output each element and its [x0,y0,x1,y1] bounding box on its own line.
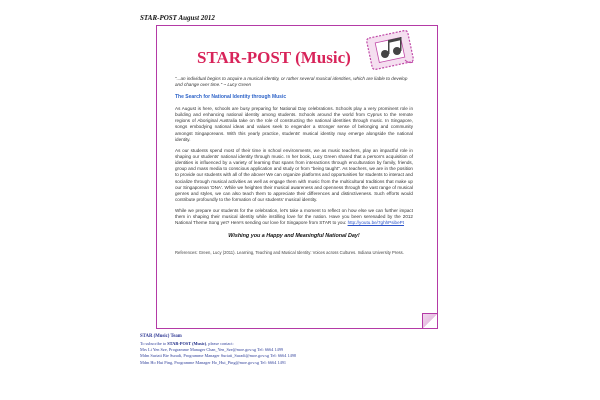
footer [140,334,460,366]
email-link[interactable]: Chan_Yen_Sze@moe.gov.sg [206,347,257,353]
section-heading: The Search for National Identity through Music [175,94,287,101]
email-link[interactable]: Ho_Hui_Ping@moe.gov.sg [211,359,260,365]
email-link[interactable]: Suriati_Suradi@moe.gov.sg [220,353,270,359]
contact-row: Mrs Li Yen Sze, Programme Manager Chan_Yen_Sze@moe.gov.sg Tel: 6664 1499 [140,347,284,353]
paragraph-2: As our students spend most of their time in school environments, we as music teachers, play an impactful role in shaping our students' national identity through music. In her book, Lucy Green shared that a person's acquisition of identities is influenced by a variety of learning that spans from interactions through enculturation by family, friends, group and mass media to conscious application and study or from "being taught". As teachers, we are in the position to provide our students with all of the above! We can organize platforms and opportunities for students to interact and socialize through musical activities as well as engage them with music from the multicultural traditions that make up our Singaporean 'DNA'. While we heighten their musical awareness and openness through the vast range of musical genres and styles, we can also teach them to appreciate their differences and distinctiveness. Such efforts would contribute profoundly to the formation of our students' musical identity. [175,147,413,202]
national-day-wish: Wishing you a Happy and Meaningful National Day! [228,232,360,239]
paragraph-3 [175,208,413,226]
music-stamp-icon [361,30,419,72]
contact-row: Mdm Ho Hui Ping, Programme Manager Ho_Hui_Ping@moe.gov.sg Tel: 6664 1491 [140,359,287,365]
references: References: Green, Lucy (2011). Learning, Teaching and Musical Identity: Voices across Cultures. Indiana University Press. [175,249,404,255]
issue-label: STAR-POST August 2012 [140,14,215,22]
newsletter-sheet [156,25,438,329]
youtube-link[interactable]: http://youtu.be/7ghhPsibePt [347,220,405,226]
newsletter-content [175,76,413,255]
opening-quote: "...an individual begins to acquire a musical identity, or rather several musical identities, which are liable to develop and change over time." ~ Lucy Green [175,76,408,88]
newsletter-title: STAR-POST (Music) [197,48,351,67]
paragraph-1: As August is here, schools are busy preparing for National Day celebrations. Schools play a very prominent role in building and enhancing national identity among students. Schools around the world from Cyprus to the remote regions of Aboriginal Australia take on the role of constructing the national identities through music. In Singapore, songs embodying national ideas and values seek to engender a stronger sense of belonging and community amongst Singaporeans. With this yearly practice, students' musical identity may emerge alongside the national identity. [175,105,413,142]
subscribe-line: To subscribe to STAR-POST (Music), please contact: [140,340,234,346]
contact-row: Mdm Suriati Bte Suradi, Programme Manager Suriati_Suradi@moe.gov.sg Tel: 6664 1498 [140,353,297,359]
team-name: STAR (Music) Team [140,334,182,339]
page-curl [422,313,437,328]
paragraph-3-text: While we prepare our students for the celebration, let's take a moment to reflect on how else we can further impact them in shaping their musical identity while instilling love for the nation. Have you been serenaded by the 2012 National Theme Song yet? Here's sending our love for Singapore from STAR to you: [175,208,413,226]
